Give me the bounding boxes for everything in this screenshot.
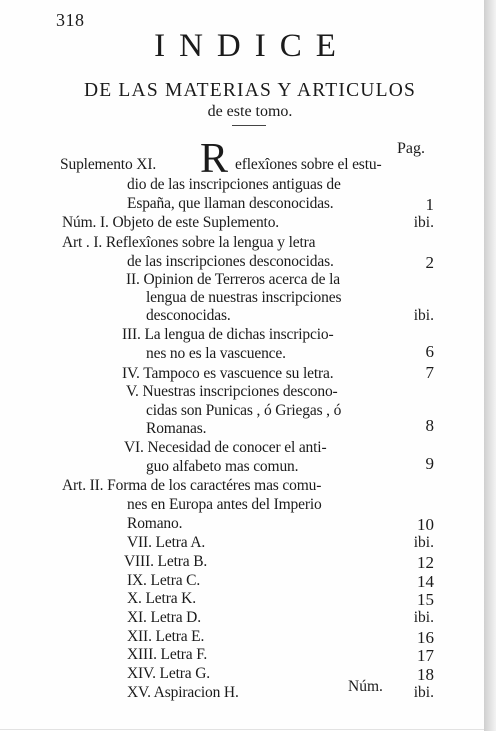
page-ref: 16 [417, 628, 434, 647]
index-entry-line: de las inscripciones desconocidas. [127, 253, 334, 270]
page-ref: 10 [417, 515, 434, 534]
index-entry-line: VII. Letra A. [127, 534, 206, 551]
page-ref: 7 [425, 363, 434, 382]
index-entry-line: Suplemento XI. [60, 156, 157, 173]
pag-column-heading: Pag. [397, 140, 425, 157]
index-entry-line: cidas son Punicas , ó Griegas , ó [146, 402, 342, 419]
index-entry-line: nes no es la vascuence. [146, 345, 286, 362]
index-entry-line: XIII. Letra F. [127, 646, 208, 663]
page-ref: 1 [425, 195, 434, 214]
page-ref: 15 [417, 590, 434, 609]
index-entry-line: nes en Europa antes del Imperio [127, 496, 322, 513]
page-ref: 8 [425, 416, 434, 435]
index-entry-line: IV. Tampoco es vascuence su letra. [122, 365, 334, 382]
index-entry-line: IX. Letra C. [127, 572, 201, 589]
index-entry-line: Art. II. Forma de los caractéres mas comu- [62, 477, 322, 494]
index-entry-line: XV. Aspiracion H. [127, 684, 239, 701]
catchword: Núm. [348, 678, 383, 695]
page-title: INDICE [154, 28, 350, 64]
index-entry-line: II. Opinion de Terreros acerca de la [126, 271, 340, 288]
index-entry-line: VI. Necesidad de conocer el anti- [124, 439, 327, 456]
page-ref: 14 [417, 572, 434, 591]
index-entry-line: España, que llaman desconocidas. [127, 195, 334, 212]
page-ref: 18 [417, 665, 434, 684]
page-ref: ibi. [413, 684, 434, 701]
index-entry-line: III. La lengua de dichas inscripcio- [122, 326, 334, 343]
index-entry-line: XII. Letra E. [127, 628, 205, 645]
page-number: 318 [56, 10, 85, 30]
index-entry-line: X. Letra K. [127, 590, 196, 607]
page-ref: ibi. [413, 534, 434, 551]
page-ref: 2 [425, 253, 434, 272]
index-entry-line: Núm. I. Objeto de este Suplemento. [62, 214, 280, 231]
page-edge-shadow [484, 0, 496, 731]
page-ref: 6 [425, 342, 434, 361]
page-ref: ibi. [413, 307, 434, 324]
page-ref: 17 [417, 646, 434, 665]
index-entry-line: Romano. [127, 515, 183, 532]
page-subtitle: DE LAS MATERIAS Y ARTICULOS [83, 80, 417, 101]
page-ref: 9 [425, 454, 434, 473]
index-entry-line: XIV. Letra G. [127, 665, 210, 682]
index-entry-line: V. Nuestras inscripciones descono- [126, 383, 338, 400]
index-entry-line: XI. Letra D. [127, 609, 201, 626]
index-entry-line: dio de las inscripciones antiguas de [127, 176, 341, 193]
page-ref: 12 [417, 553, 434, 572]
page-ref: ibi. [413, 609, 434, 626]
index-entry-line: guo alfabeto mas comun. [146, 458, 299, 475]
index-entry-line: VIII. Letra B. [124, 553, 208, 570]
index-entry-line: eflexîones sobre el estu- [235, 156, 382, 173]
index-entry-line: desconocidas. [146, 307, 231, 324]
index-entry-line: lengua de nuestras inscripciones [146, 289, 342, 306]
page-subtitle-volume: de este tomo. [207, 103, 293, 120]
index-entry-line: Art . I. Reflexîones sobre la lengua y letra [62, 234, 316, 251]
page-ref: ibi. [413, 214, 434, 231]
title-rule [232, 125, 266, 126]
drop-cap: R [200, 136, 229, 182]
index-entry-line: Romanas. [146, 420, 207, 437]
